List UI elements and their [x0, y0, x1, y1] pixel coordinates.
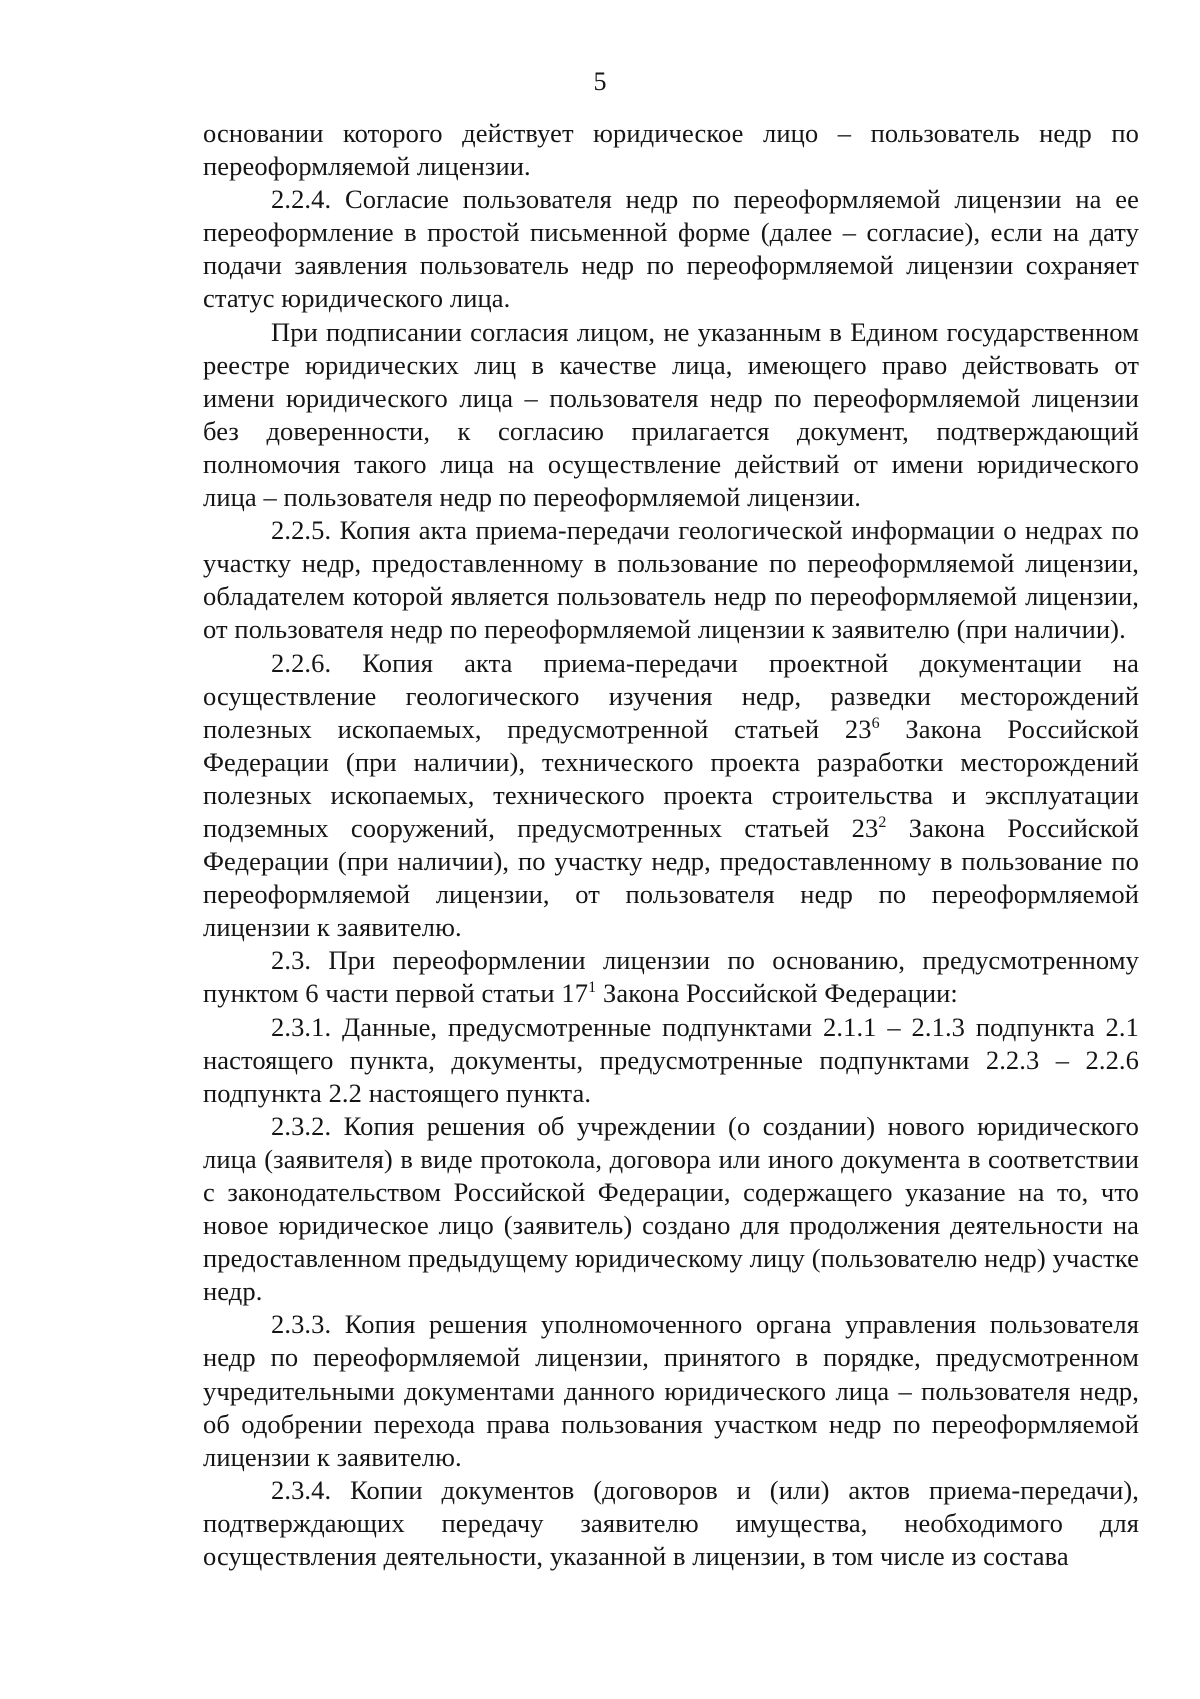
paragraph — [203, 514, 1139, 646]
paragraph-text: При подписании согласия лицом, не указанным в Едином государственном реестре юридических лиц в качестве лица, имеющего право действовать от имени юридического лица – пользователя недр по переоформляемой лицензии без доверенности, к согласию прилагается документ, подтверждающий полномочия такого лица на осуществление действий от имени юридического лица – пользователя недр по переоформляемой лицензии. — [203, 316, 1139, 513]
paragraph — [203, 944, 1139, 1010]
paragraph-text: 2.3.2. Копия решения об учреждении (о создании) нового юридического лица (заявителя) в виде протокола, договора или иного документа в соответствии с законодательством Российской Федерации, содержащего указание на то, что новое юридическое лицо (заявитель) создано для продолжения деятельности на предоставленном предыдущему юридическому лицу (пользователю недр) участке недр. — [203, 1110, 1139, 1307]
paragraph-text: 2.2.4. Согласие пользователя недр по переоформляемой лицензии на ее переоформление в простой письменной форме (далее – согласие), если на дату подачи заявления пользователь недр по переоформляемой лицензии сохраняет статус юридического лица. — [203, 184, 1139, 314]
paragraph-text: 2.3.3. Копия решения уполномоченного органа управления пользователя недр по переоформляемой лицензии, принятого в порядке, предусмотренном учредительными документами данного юридического лица – пользователя недр, об одобрении перехода права пользования участком недр по переоформляемой лицензии к заявителю. — [203, 1309, 1139, 1472]
superscript-text: 6 — [871, 714, 880, 732]
paragraph — [203, 1474, 1139, 1573]
paragraph-text: Закона Российской Федерации: — [596, 978, 958, 1009]
page-number: 5 — [593, 67, 607, 96]
paragraph — [203, 316, 1139, 515]
paragraph — [203, 183, 1139, 315]
superscript-text: 1 — [588, 979, 597, 997]
paragraph — [203, 1308, 1139, 1473]
paragraph-text: основании которого действует юридическое лицо – пользователь недр по переоформляемой лицензии. — [203, 118, 1139, 182]
paragraph — [203, 647, 1139, 945]
paragraph-text: 2.2.5. Копия акта приема-передачи геологической информации о недрах по участку недр, предоставленному в пользование по переоформляемой лицензии, обладателем которой является пользователь недр по переоформляемой лицензии, от пользователя недр по переоформляемой лицензии к заявителю (при наличии). — [203, 515, 1139, 645]
paragraph-text: 2.3.1. Данные, предусмотренные подпунктами 2.1.1 – 2.1.3 подпункта 2.1 настоящего пункта, документы, предусмотренные подпунктами 2.2.3 – 2.2.6 подпункта 2.2 настоящего пункта. — [203, 1011, 1139, 1108]
paragraph — [203, 117, 1139, 183]
document-body — [203, 117, 1139, 1573]
paragraph — [203, 1011, 1139, 1110]
paragraph-text: 2.3. При переоформлении лицензии по основанию, предусмотренному пунктом 6 части первой статьи 17 — [203, 945, 1139, 1009]
paragraph-text: Закона Российской Федерации (при наличии), по участку недр, предоставленному в пользование по переоформляемой лицензии, от пользователя недр по переоформляемой лицензии к заявителю. — [203, 812, 1139, 943]
paragraph — [203, 1110, 1139, 1309]
paragraph-text: 2.2.6. Копия акта приема-передачи проектной документации на осуществление геологического изучения недр, разведки месторождений полезных ископаемых, предусмотренной статьей 23 — [203, 647, 1139, 744]
paragraph-text: 2.3.4. Копии документов (договоров и (или) актов приема-передачи), подтверждающих передачу заявителю имущества, необходимого для осуществления деятельности, указанной в лицензии, в том числе из состава — [203, 1474, 1139, 1572]
paragraph-text: Закона Российской Федерации (при наличии), технического проекта разработки месторождений полезных ископаемых, технического проекта строительства и эксплуатации подземных сооружений, предусмотренных статьей 23 — [203, 713, 1139, 843]
superscript-text: 2 — [878, 813, 887, 831]
